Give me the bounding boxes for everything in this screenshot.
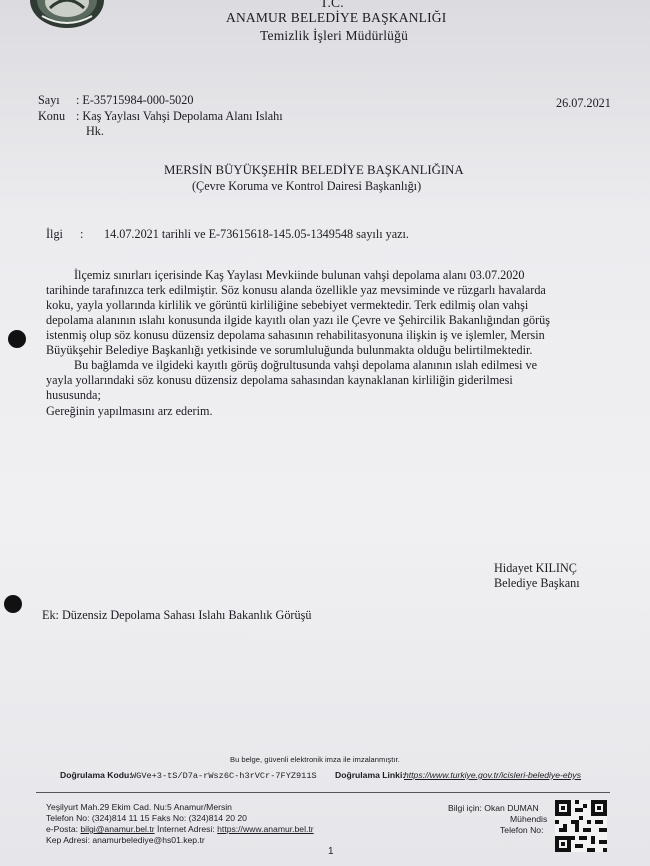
punch-hole — [4, 595, 22, 613]
body-line: koku, yayla yollarında kirlilik ve görüntü kirliliğine sebebiyet vermektedir. Terk edilmiş olan vahşi — [46, 298, 529, 312]
footer-phone: Telefon No: (324)814 11 15 Faks No: (324)814 20 20 — [46, 813, 247, 823]
subject-continuation: Hk. — [86, 124, 104, 138]
esign-code: WGVe+3-tS/D7a-rWsz6C-h3rVCr-7FYZ911S — [131, 771, 317, 781]
number-value: : E-35715984-000-5020 — [76, 93, 194, 107]
footer-address: Yeşilyurt Mah.29 Ekim Cad. Nu:5 Anamur/Mersin — [46, 802, 232, 812]
number-label: Sayı — [38, 93, 60, 107]
body-line: depolama alanının ıslahı konusunda ilgide kayıtlı olan yazı ile Çevre ve Şehircilik Bakanlığından görüş — [46, 313, 550, 327]
reference-text: 14.07.2021 tarihli ve E-73615618-145.05-1349548 sayılı yazı. — [104, 227, 409, 241]
subject-value: : Kaş Yaylası Vahşi Depolama Alanı Islahı — [76, 109, 283, 123]
document-date: 26.07.2021 — [556, 96, 611, 110]
esign-note: Bu belge, güvenli elektronik imza ile imzalanmıştır. — [230, 755, 400, 764]
recipient-name: MERSİN BÜYÜKŞEHİR BELEDİYE BAŞKANLIĞINA — [164, 163, 464, 177]
signature-name: Hidayet KILINÇ — [494, 561, 577, 575]
punch-hole — [8, 330, 26, 348]
footer-email-prefix: e-Posta: — [46, 824, 81, 834]
page-number: 1 — [328, 846, 334, 857]
body-line: Bu bağlamda ve ilgideki kayıtlı görüş doğrultusunda vahşi depolama alanının ıslah edilmesi ve — [74, 358, 538, 372]
footer-internet-link[interactable]: https://www.anamur.bel.tr — [217, 824, 314, 834]
body-line: hususunda; — [46, 388, 101, 402]
reference-label: İlgi — [46, 227, 63, 241]
body-line: istenmiş olup söz konusu düzensiz depolama sahasının rehabilitasyonuna ilişkin iş ve işlemler, Mersin — [46, 328, 545, 342]
footer-divider — [36, 792, 610, 793]
attachment-line: Ek: Düzensiz Depolama Sahası Islahı Bakanlık Görüşü — [42, 608, 312, 622]
footer-email-link[interactable]: bilgi@anamur.bel.tr — [80, 824, 155, 834]
footer-info-phone: Telefon No: — [500, 825, 544, 835]
footer-info-label: Bilgi için: Okan DUMAN — [448, 803, 539, 813]
recipient-sub: (Çevre Koruma ve Kontrol Dairesi Başkanlığı) — [192, 179, 422, 193]
signature-title: Belediye Başkanı — [494, 576, 580, 590]
header-republic: T.C. — [320, 0, 344, 10]
body-line: yayla yollarındaki söz konusu düzensiz depolama sahasından kaynaklanan kirliliğin giderilmesi — [46, 373, 513, 387]
body-line: İlçemiz sınırları içerisinde Kaş Yaylası Mevkiinde bulunan vahşi depolama alanı 03.07.2020 — [74, 268, 525, 282]
esign-link-label: Doğrulama Linki: — [335, 770, 406, 780]
subject-label: Konu — [38, 109, 66, 123]
header-department: Temizlik İşleri Müdürlüğü — [260, 28, 409, 43]
body-line: Büyükşehir Belediye Başkanlığı yetkisinde ve sorumluluğunda bulunmakta olduğu belirtilmektedir. — [46, 343, 533, 357]
municipality-logo — [28, 0, 106, 30]
qr-code — [555, 800, 607, 852]
footer-kep: Kep Adresi: anamurbelediye@hs01.kep.tr — [46, 835, 205, 845]
body-line: Gereğinin yapılmasını arz ederim. — [46, 404, 213, 418]
body-line: tarihinde tarafınızca terk edilmiştir. Söz konusu alanda özellikle yaz mevsiminde ve rüzgarlı havalarda — [46, 283, 546, 297]
footer-contact-line — [46, 824, 314, 835]
esign-link[interactable]: https://www.turkiye.gov.tr/icisleri-belediye-ebys — [404, 770, 582, 780]
footer-info-role: Mühendis — [510, 814, 548, 824]
footer-internet-prefix: İnternet Adresi: — [154, 824, 218, 834]
reference-colon: : — [80, 227, 84, 241]
header-municipality: ANAMUR BELEDİYE BAŞKANLIĞI — [226, 10, 447, 25]
esign-code-label: Doğrulama Kodu: — [60, 770, 133, 780]
